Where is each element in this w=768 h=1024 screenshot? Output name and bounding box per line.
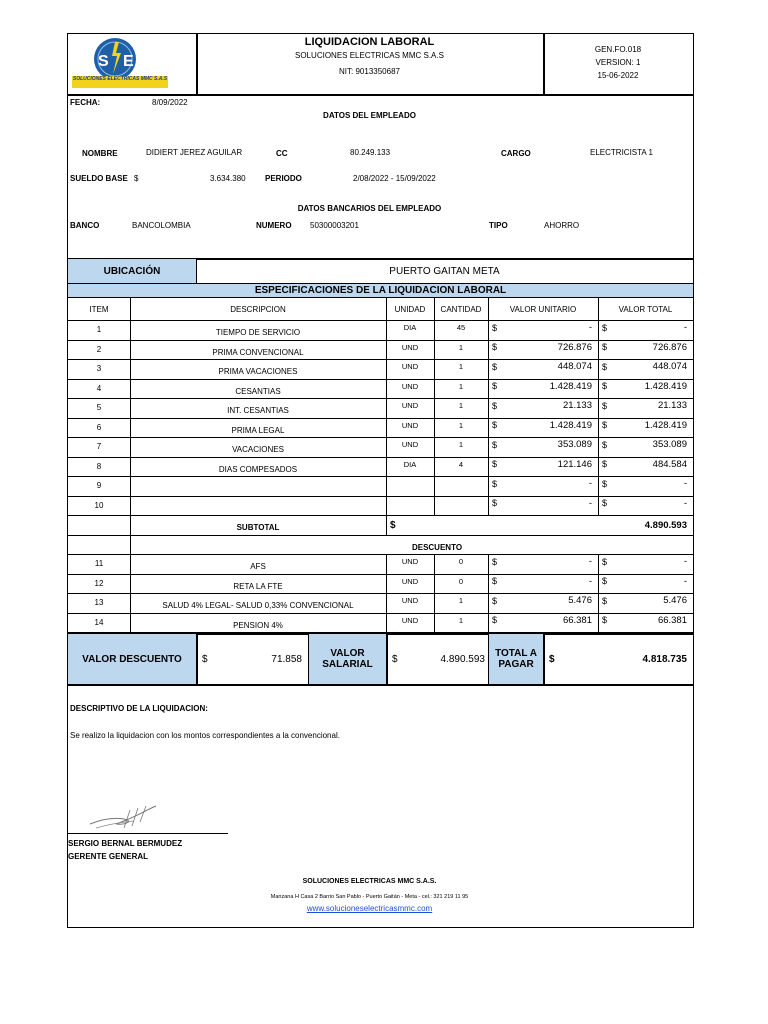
table-row-total-currency: $ — [602, 361, 608, 372]
table-header-desc: DESCRIPCION — [230, 304, 286, 314]
valor-salarial-label — [309, 634, 386, 684]
table-row-item: 8 — [96, 461, 102, 471]
table-rule — [434, 496, 435, 516]
logo-caption: SOLUCIONES ELECTRICAS MMC S.A.S — [72, 76, 168, 82]
table-rule — [130, 398, 131, 418]
table-row-unit-value: 21.133 — [562, 400, 592, 412]
table-rule — [130, 437, 131, 457]
table-rule — [434, 298, 435, 320]
table-header-unit: UNIDAD — [394, 304, 426, 314]
table-row-description: INT. CESANTIAS — [227, 406, 289, 416]
table-row-total-value: - — [683, 497, 687, 509]
company-nit: NIT: 9013350687 — [339, 67, 400, 76]
table-row-unit-value: - — [588, 556, 592, 568]
table-row-item: 14 — [94, 617, 104, 627]
valor-salarial-value: 4.890.593 — [440, 653, 485, 665]
table-row-description: VACACIONES — [232, 445, 284, 455]
footer-website-link[interactable]: www.solucioneselectricasmmc.com — [306, 904, 433, 913]
table-row-quantity: 45 — [456, 323, 466, 333]
doc-date: 15-06-2022 — [597, 71, 639, 80]
table-row-unit-value: - — [588, 478, 592, 490]
cargo-value: ELECTRICISTA 1 — [590, 148, 653, 157]
table-row-quantity — [434, 474, 488, 494]
nombre-label: NOMBRE — [82, 149, 118, 158]
table-row-unit — [386, 494, 434, 514]
table-row-unit: UND — [401, 557, 419, 567]
table-row-item: 4 — [96, 383, 102, 393]
table-row-unit-value: - — [588, 497, 592, 509]
tipo-label: TIPO — [489, 221, 508, 230]
table-row-quantity: 1 — [458, 381, 464, 391]
table-row-unit: UND — [401, 401, 419, 411]
table-row-unit: DIA — [403, 323, 417, 333]
table-rule — [130, 574, 131, 594]
numero-label: NUMERO — [256, 221, 292, 230]
table-row-item: 10 — [94, 500, 104, 510]
table-row-total-value: 21.133 — [657, 400, 687, 412]
table-rule — [130, 515, 131, 535]
table-row-total-value: 1.428.419 — [644, 380, 687, 392]
bank-section-title: DATOS BANCARIOS DEL EMPLEADO — [297, 204, 442, 213]
table-row-unit: UND — [401, 596, 419, 606]
table-row-quantity: 1 — [458, 596, 464, 606]
table-row-unit: UND — [401, 440, 419, 450]
table-rule — [386, 298, 387, 320]
cc-value: 80.249.133 — [350, 148, 391, 157]
table-row-description: SALUD 4% LEGAL- SALUD 0,33% CONVENCIONAL — [162, 601, 354, 611]
sueldo-value: 3.634.380 — [210, 174, 246, 183]
periodo-label: PERIODO — [265, 174, 302, 183]
table-row-quantity — [434, 494, 488, 514]
table-row-quantity: 4 — [458, 459, 464, 469]
nombre-value: DIDIERT JEREZ AGUILAR — [146, 148, 243, 157]
table-row-quantity: 1 — [458, 420, 464, 430]
employee-section-title: DATOS DEL EMPLEADO — [323, 111, 416, 120]
table-row-total-value: 448.074 — [652, 361, 687, 373]
subtotal-value: 4.890.593 — [644, 519, 687, 531]
valor-descuento-currency: $ — [202, 653, 208, 665]
table-row-unit-currency: $ — [492, 478, 498, 489]
periodo-value: 2/08/2022 - 15/09/2022 — [353, 174, 436, 183]
table-rule — [130, 476, 131, 496]
table-row-description: RETA LA FTE — [233, 581, 283, 591]
doc-code: GEN.FO.018 — [594, 45, 642, 54]
table-row-unit: UND — [401, 342, 419, 352]
table-row-unit-value: 66.381 — [562, 614, 592, 626]
table-row-total-value: - — [683, 478, 687, 490]
table-rule — [68, 535, 693, 536]
table-row-unit: UND — [401, 362, 419, 372]
table-row-item: 11 — [94, 559, 104, 569]
table-row-unit-value: 5.476 — [568, 595, 592, 607]
table-row-unit — [386, 474, 434, 494]
table-row-unit-currency: $ — [492, 420, 498, 431]
table-rule — [130, 593, 131, 613]
banco-label: BANCO — [70, 221, 100, 230]
table-row-unit-value: 726.876 — [557, 341, 592, 353]
table-row-unit: DIA — [403, 459, 417, 469]
table-row-total-value: - — [683, 322, 687, 334]
cargo-label: CARGO — [501, 149, 531, 158]
table-row-total-value: 484.584 — [652, 458, 687, 470]
total-a-pagar-label-line1: TOTAL A — [495, 648, 537, 659]
table-row-unit-currency: $ — [492, 498, 498, 509]
table-row-description: DIAS COMPESADOS — [218, 464, 298, 474]
descuento-label: DESCUENTO — [411, 543, 463, 552]
table-row-unit-currency: $ — [492, 615, 498, 626]
table-row-quantity: 1 — [458, 362, 464, 372]
table-rule — [386, 515, 387, 535]
document-title: LIQUIDACION LABORAL — [304, 36, 435, 48]
table-row-total-value: 1.428.419 — [644, 419, 687, 431]
table-row-item: 9 — [96, 481, 102, 491]
table-row-total-currency: $ — [602, 478, 608, 489]
table-row-quantity: 1 — [458, 615, 464, 625]
total-a-pagar-label — [489, 634, 543, 684]
descriptivo-title: DESCRIPTIVO DE LA LIQUIDACION: — [70, 704, 208, 713]
table-header-total: VALOR TOTAL — [618, 304, 673, 314]
table-rule — [130, 359, 131, 379]
signer-role: GERENTE GENERAL — [68, 852, 149, 861]
table-row-quantity: 1 — [458, 401, 464, 411]
table-row-unit-currency: $ — [492, 556, 498, 567]
valor-salarial-label-line1: VALOR — [330, 648, 365, 659]
liquidation-document — [67, 33, 694, 928]
subtotal-label: SUBTOTAL — [236, 522, 280, 532]
table-row-unit: UND — [401, 576, 419, 586]
tipo-value: AHORRO — [544, 221, 580, 230]
table-row-unit-value: 1.428.419 — [549, 380, 592, 392]
sueldo-currency: $ — [134, 174, 139, 183]
table-row-unit-currency: $ — [492, 459, 498, 470]
table-row-item: 7 — [96, 442, 102, 452]
table-row-description: TIEMPO DE SERVICIO — [215, 328, 301, 338]
table-row-total-currency: $ — [602, 400, 608, 411]
table-rule — [488, 613, 489, 633]
table-row-item: 12 — [94, 578, 104, 588]
table-rule — [598, 298, 599, 320]
table-rule — [130, 340, 131, 360]
table-row-quantity: 0 — [458, 557, 464, 567]
table-row-unit-value: - — [588, 575, 592, 587]
table-rule — [130, 496, 131, 516]
table-rule — [130, 418, 131, 438]
table-rule — [488, 298, 489, 320]
table-header-qty: CANTIDAD — [440, 304, 482, 314]
total-a-pagar-currency: $ — [549, 653, 555, 665]
table-row-total-currency: $ — [602, 420, 608, 431]
signer-name: SERGIO BERNAL BERMUDEZ — [68, 839, 183, 848]
table-row-unit-currency: $ — [492, 342, 498, 353]
table-rule — [386, 613, 387, 633]
table-row-unit-value: 121.146 — [557, 458, 592, 470]
table-row-unit-value: 1.428.419 — [549, 419, 592, 431]
subtotal-currency: $ — [390, 519, 396, 531]
valor-salarial-label-line2: SALARIAL — [322, 659, 373, 670]
footer-company: SOLUCIONES ELECTRICAS MMC S.A.S. — [302, 878, 437, 885]
table-row-total-currency: $ — [602, 556, 608, 567]
table-row-unit-currency: $ — [492, 361, 498, 372]
table-rule — [598, 613, 599, 633]
table-rule — [130, 554, 131, 574]
table-row-total-currency: $ — [602, 322, 608, 333]
table-row-unit-currency: $ — [492, 439, 498, 450]
fecha-label: FECHA: — [70, 98, 101, 107]
table-row-unit: UND — [401, 381, 419, 391]
cc-label: CC — [276, 149, 288, 158]
table-rule — [598, 496, 599, 516]
table-rule — [386, 496, 387, 516]
table-row-total-currency: $ — [602, 439, 608, 450]
table-row-unit-value: - — [588, 322, 592, 334]
doc-version: VERSION: 1 — [595, 58, 641, 67]
table-row-total-value: 726.876 — [652, 341, 687, 353]
sueldo-label: SUELDO BASE — [70, 174, 128, 183]
valor-descuento-value: 71.858 — [271, 653, 302, 665]
table-row-unit-currency: $ — [492, 576, 498, 587]
table-row-unit-value: 353.089 — [557, 439, 592, 451]
valor-salarial-currency: $ — [392, 653, 398, 665]
table-row-total-currency: $ — [602, 381, 608, 392]
table-rule — [130, 320, 131, 340]
signature-image — [86, 800, 162, 834]
table-row-item: 5 — [96, 403, 102, 413]
table-row-description: AFS — [250, 562, 266, 572]
table-row-total-currency: $ — [602, 498, 608, 509]
table-row-unit: UND — [401, 615, 419, 625]
table-row-description: PENSION 4% — [233, 620, 283, 630]
table-rule — [130, 535, 131, 554]
table-rule — [130, 298, 131, 320]
table-row-total-value: 5.476 — [663, 595, 687, 607]
table-rule — [130, 457, 131, 477]
table-row-item: 1 — [96, 325, 102, 335]
table-row-quantity: 1 — [458, 440, 464, 450]
company-name: SOLUCIONES ELECTRICAS MMC S.A.S — [295, 51, 444, 60]
table-row-description: CESANTIAS — [235, 386, 281, 396]
table-row-description: PRIMA LEGAL — [231, 425, 285, 435]
table-row-total-value: - — [683, 556, 687, 568]
table-row-total-currency: $ — [602, 459, 608, 470]
table-row-quantity: 0 — [458, 576, 464, 586]
fecha-value: 8/09/2022 — [152, 98, 188, 107]
numero-value: 50300003201 — [310, 221, 359, 230]
valor-descuento-label: VALOR DESCUENTO — [68, 634, 196, 684]
svg-text:S: S — [98, 53, 109, 70]
ubicacion-label: UBICACIÓN — [68, 259, 196, 283]
table-title: ESPECIFICACIONES DE LA LIQUIDACION LABORAL — [68, 284, 693, 297]
table-row-total-currency: $ — [602, 615, 608, 626]
table-row-item: 2 — [96, 344, 102, 354]
total-a-pagar-value: 4.818.735 — [642, 653, 687, 665]
table-row-unit-value: 448.074 — [557, 361, 592, 373]
table-row-unit-currency: $ — [492, 400, 498, 411]
table-row-total-value: 66.381 — [657, 614, 687, 626]
table-header-item: ITEM — [89, 304, 109, 314]
descriptivo-text: Se realizo la liquidacion con los montos correspondientes a la convencional. — [70, 731, 340, 740]
table-row-total-value: - — [683, 575, 687, 587]
table-row-description: PRIMA CONVENCIONAL — [212, 347, 304, 357]
table-row-total-currency: $ — [602, 576, 608, 587]
table-rule — [130, 613, 131, 633]
table-row-unit-currency: $ — [492, 322, 498, 333]
table-row-quantity: 1 — [458, 342, 464, 352]
table-row-description: PRIMA VACACIONES — [218, 367, 298, 377]
table-row-unit-currency: $ — [492, 381, 498, 392]
ubicacion-value: PUERTO GAITAN META — [389, 265, 500, 277]
table-row-unit: UND — [401, 420, 419, 430]
table-row-total-currency: $ — [602, 595, 608, 606]
table-row-item: 13 — [94, 598, 104, 608]
svg-text:E: E — [123, 53, 134, 70]
table-row-item: 6 — [96, 422, 102, 432]
table-row-item: 3 — [96, 364, 102, 374]
table-row-total-currency: $ — [602, 342, 608, 353]
table-rule — [434, 613, 435, 633]
table-header-unit-value: VALOR UNITARIO — [509, 304, 577, 314]
company-logo — [68, 34, 196, 94]
footer-address: Manzana H Casa 2 Barrio San Pablo - Puerto Gaitán - Meta - cel.: 321 219 11 95 — [270, 894, 469, 900]
banco-value: BANCOLOMBIA — [132, 221, 191, 230]
table-rule — [130, 379, 131, 399]
table-row-unit-currency: $ — [492, 595, 498, 606]
table-row-total-value: 353.089 — [652, 439, 687, 451]
total-a-pagar-label-line2: PAGAR — [498, 659, 534, 670]
table-rule — [488, 496, 489, 516]
